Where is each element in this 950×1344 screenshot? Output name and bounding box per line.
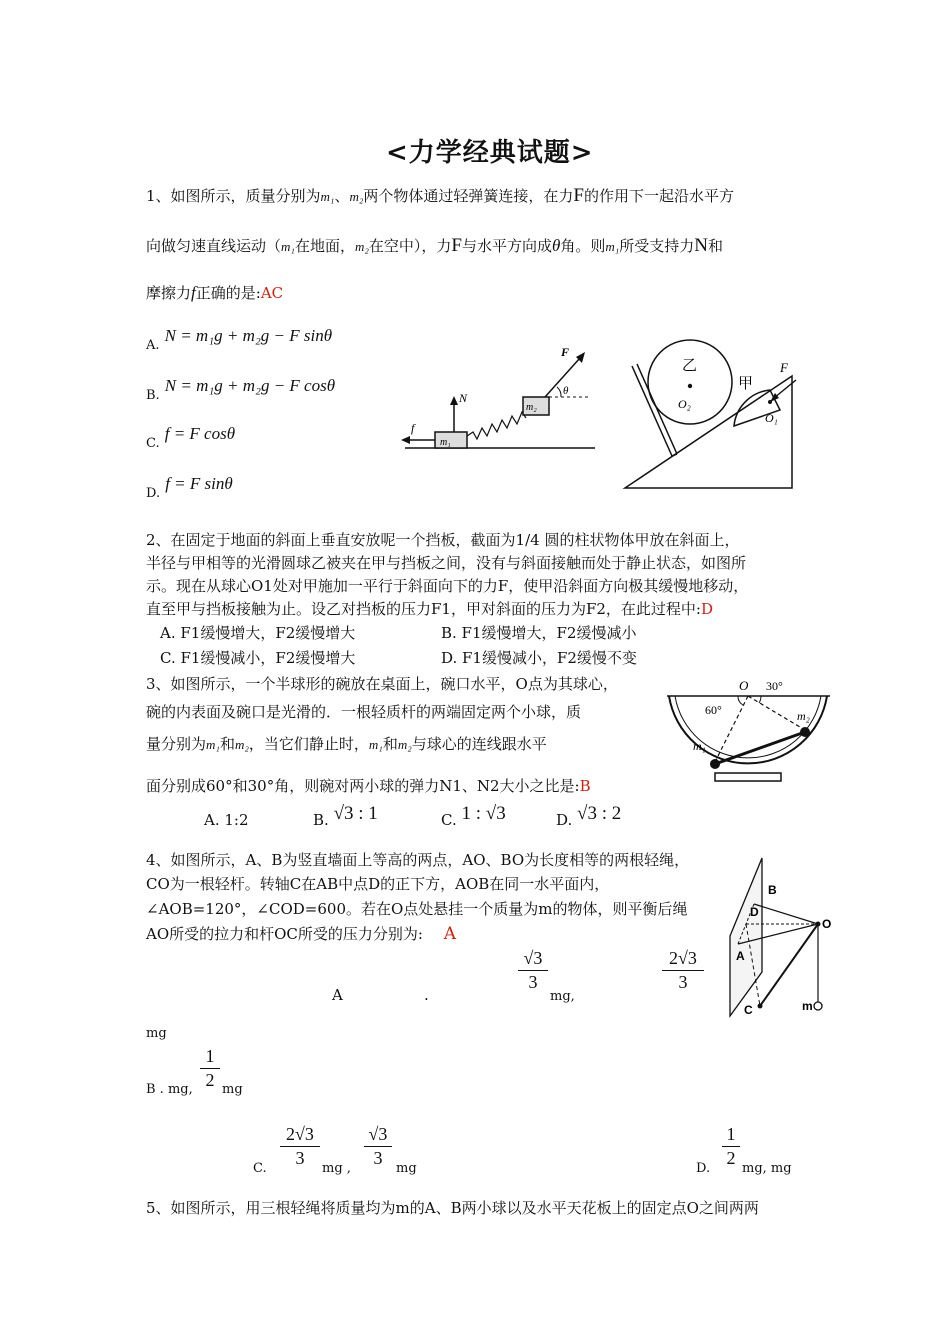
angle-60-arc [738,696,743,705]
fraction-1-over-2 [722,1124,740,1169]
q1-text: 向做匀速直线运动（ [146,237,282,255]
q2-option-a: A. F1缓慢增大，F2缓慢增大 [160,624,356,642]
q1-text: 所受支持力 [619,237,695,255]
angle-arc [557,387,561,397]
angle-30-arc [759,696,761,703]
q2-option-c: C. F1缓慢减小，F2缓慢增大 [160,649,356,667]
ball-m2 [800,727,810,737]
fraction-denominator: 2 [726,1148,736,1168]
m1-label: m₁ [693,739,706,753]
q1-line1 [146,186,734,207]
applied-force-label: F [561,345,570,359]
fraction-denominator: 3 [295,1148,305,1168]
q3-text: 和 [232,777,248,795]
q3-line: 3、如图所示，一个半球形的碗放在桌面上，碗口水平，O点为其球心， [146,675,618,693]
friction-label: f [411,421,415,435]
option-label: D. [556,811,573,829]
q1-option-c [146,424,236,451]
q5-line: 5、如图所示，用三根轻绳将质量均为m的A、B两小球以及水平天花板上的固定点O之间两两 [146,1199,759,1217]
q2-text: 直至甲与挡板接触为止。设乙对挡板的压力F1，甲对斜面的压力为F2，在此过程中: [146,600,701,618]
option-value: √3 : 2 [577,803,622,824]
q1-text: 与水平方向成 [461,237,552,255]
spring [467,412,526,439]
q4-option-a-mg: mg, [550,989,575,1004]
option-label: D. [146,486,161,501]
q3-line4 [146,776,591,796]
option-value: 1 : √3 [461,803,506,824]
option-label: C. [441,811,457,829]
page-title: <力学经典试题> [386,138,594,168]
sphere-yi [648,340,732,424]
q4-line-last [146,924,456,944]
q3-m2: m₂ [397,737,412,752]
q3-text: 和 [382,735,398,753]
q1-option-d [146,474,233,501]
option-label: A. [204,811,220,829]
option-label: B. [146,388,160,403]
fraction-denominator: 3 [528,972,538,992]
q1-text: 和 [708,237,724,255]
q1-sep: 、 [334,187,350,205]
q1-text: 1、如图所示，质量分别为 [146,187,321,205]
option-value: √3 : 1 [333,803,378,824]
q1-line2 [146,236,723,257]
q4-line: ∠AOB=120°，∠COD=600。若在O点处悬挂一个质量为m的物体，则平衡后绳 [146,900,688,918]
q1-m2: m₂ [349,189,364,204]
fraction-numerator: 2√3 [669,948,697,968]
q4-option-d-label: D. [696,1161,711,1176]
q3-figure [665,672,835,787]
q3-option-d [556,803,622,829]
q1-m1: m₁ [320,189,335,204]
q1-f: f [191,283,196,302]
fraction-2sqrt3-over-3 [280,1124,320,1169]
q4-option-d-tail: mg, mg [742,1161,792,1176]
q1-option-a [146,326,333,353]
q1-figure [395,340,605,465]
fraction-sqrt3-over-3 [518,948,548,993]
option-formula: N = m₁g + m₂g − F cosθ [164,376,336,395]
q2-line: 半径与甲相等的光滑圆球乙被夹在甲与挡板之间，没有与斜面接触而处于静止状态，如图所 [146,554,747,572]
q4-option-a-mg-tail: mg [146,1026,167,1041]
angle-60-label: 60° [705,703,722,717]
label-B: B [768,883,777,897]
fraction-bar [200,1068,220,1069]
q3-text: 角，则碗对两小球的弹力N1、N2大小之比是: [274,777,580,795]
m2-label: m₂ [797,709,810,723]
q1-m2: m₂ [354,239,369,254]
barrier-base [672,454,677,456]
q4-option-b-label: B . mg, [146,1082,193,1097]
q2-figure [620,322,805,494]
ball-m1 [710,759,720,769]
fraction-numerator: 1 [205,1046,215,1066]
q1-answer: AC [260,284,284,302]
fraction-denominator: 3 [373,1148,383,1168]
q3-line: 碗的内表面及碗口是光滑的．一根轻质杆的两端固定两个小球，质 [146,703,582,721]
q4-option-c-label: C. [253,1161,267,1176]
q2-line: 2、在固定于地面的斜面上垂直安放呢一个挡板，截面为1/4 圆的柱状物体甲放在斜面上， [146,531,740,549]
q1-N: N [694,235,709,256]
fraction-denominator: 2 [205,1070,215,1090]
angle-30-label: 30° [766,679,783,693]
label-C: C [744,1003,753,1017]
option-value: 1:2 [224,811,249,829]
wall [730,858,762,1016]
label-m: m [802,999,813,1013]
fraction-numerator: √3 [368,1124,388,1144]
fraction-numerator: 1 [726,1124,736,1144]
q1-text: 角。则 [560,237,606,255]
bowl-base [715,773,781,781]
fraction-numerator: √3 [523,948,543,968]
q4-option-c-mg: mg [396,1161,417,1176]
push-force-label: F [780,360,788,375]
rope-BO [754,904,818,924]
cylinder-center-label: O₁ [765,411,778,425]
q3-m2: m₂ [234,737,249,752]
q3-text: 和 [219,735,235,753]
label-A: A [736,949,745,963]
option-label: C. [146,436,160,451]
q1-text: 在空中），力 [368,237,452,255]
q3-text: 面分别成 [146,777,207,795]
fraction-sqrt3-over-3 [364,1124,392,1169]
normal-force-label: N [459,391,468,405]
center-label: O [739,678,749,693]
q3-angle-60: 60° [206,777,233,795]
fraction-denominator: 3 [678,972,688,992]
q4-line: 4、如图所示，A、B为竖直墙面上等高的两点，AO、BO为长度相等的两根轻绳， [146,851,690,869]
q2-line: 示。现在从球心O1处对甲施加一平行于斜面向下的力F，使甲沿斜面方向极其缓慢地移动， [146,577,749,595]
option-formula: f = F cosθ [164,424,236,443]
q3-option-a [204,810,249,830]
angle-label: θ [563,385,569,397]
q1-text: 正确的是: [195,284,261,302]
label-D: D [750,905,759,919]
q4-answer: A [443,924,457,944]
q2-line-last [146,599,713,619]
fraction-2sqrt3-over-3 [662,948,704,993]
label-O: O [822,917,832,931]
q2-answer: D [700,600,713,618]
q4-option-a-dot: . [424,986,429,1004]
fraction-bar [364,1146,392,1147]
fraction-bar [662,970,704,971]
fraction-1-over-2 [200,1046,220,1091]
q2-option-d: D. F1缓慢减小，F2缓慢不变 [441,649,637,667]
q3-line3 [146,734,547,755]
option-label: A. [146,338,160,353]
block-m1-label: m₁ [440,437,451,448]
fraction-numerator: 2√3 [286,1124,314,1144]
sphere-center-label: O₂ [678,397,691,411]
q1-m1: m₁ [605,239,620,254]
fraction-bar [518,970,548,971]
q3-text: ，当它们静止时， [248,735,369,753]
q3-option-b [313,803,378,829]
q3-answer: B [579,777,591,795]
normal-force-arrowhead [450,396,458,405]
hanging-mass [814,1002,822,1010]
friction-arrowhead [401,436,410,444]
q4-option-b-mg: mg [222,1082,243,1097]
q4-option-a-label: A [332,986,343,1004]
fraction-bar [280,1146,320,1147]
option-formula: f = F sinθ [165,474,233,493]
q1-text: 在地面， [294,237,355,255]
pivot-C [758,1004,763,1009]
q1-F: F [451,235,462,256]
q1-m1: m₁ [281,239,295,254]
light-rod [715,732,805,764]
q1-text: 两个物体通过轻弹簧连接，在力 [363,187,574,205]
sphere-center [688,384,692,388]
q1-line3 [146,283,283,303]
q1-option-b [146,376,336,403]
q4-line: CO为一根轻杆。转轴C在AB中点D的正下方，AOB在同一水平面内， [146,875,610,893]
option-formula: N = m₁g + m₂g − F sinθ [164,326,333,345]
q2-option-b: B. F1缓慢增大，F2缓慢减小 [441,624,637,642]
q1-F: F [573,185,584,206]
barrier-line-outer [632,366,672,456]
q1-text: 的作用下一起沿水平方 [584,187,735,205]
q4-option-c-sep: mg , [322,1161,351,1176]
block-m2-label: m₂ [526,402,537,413]
fraction-bar [722,1146,740,1147]
cylinder-jia-label: 甲 [738,374,754,392]
q3-text: 量分别为 [146,735,207,753]
q3-option-c [441,803,506,829]
q4-text: AO所受的拉力和杆OC所受的压力分别为: [146,925,423,943]
sphere-yi-label: 乙 [682,356,698,374]
option-label: B. [313,811,329,829]
q3-m1: m₁ [368,737,383,752]
q3-text: 与球心的连线跟水平 [411,735,547,753]
q1-text: 摩擦力 [146,284,192,302]
q3-m1: m₁ [206,737,220,752]
q1-theta: θ [551,236,561,255]
point-O [816,922,821,927]
q4-figure [722,854,842,1019]
q3-angle-30: 30° [247,777,275,795]
